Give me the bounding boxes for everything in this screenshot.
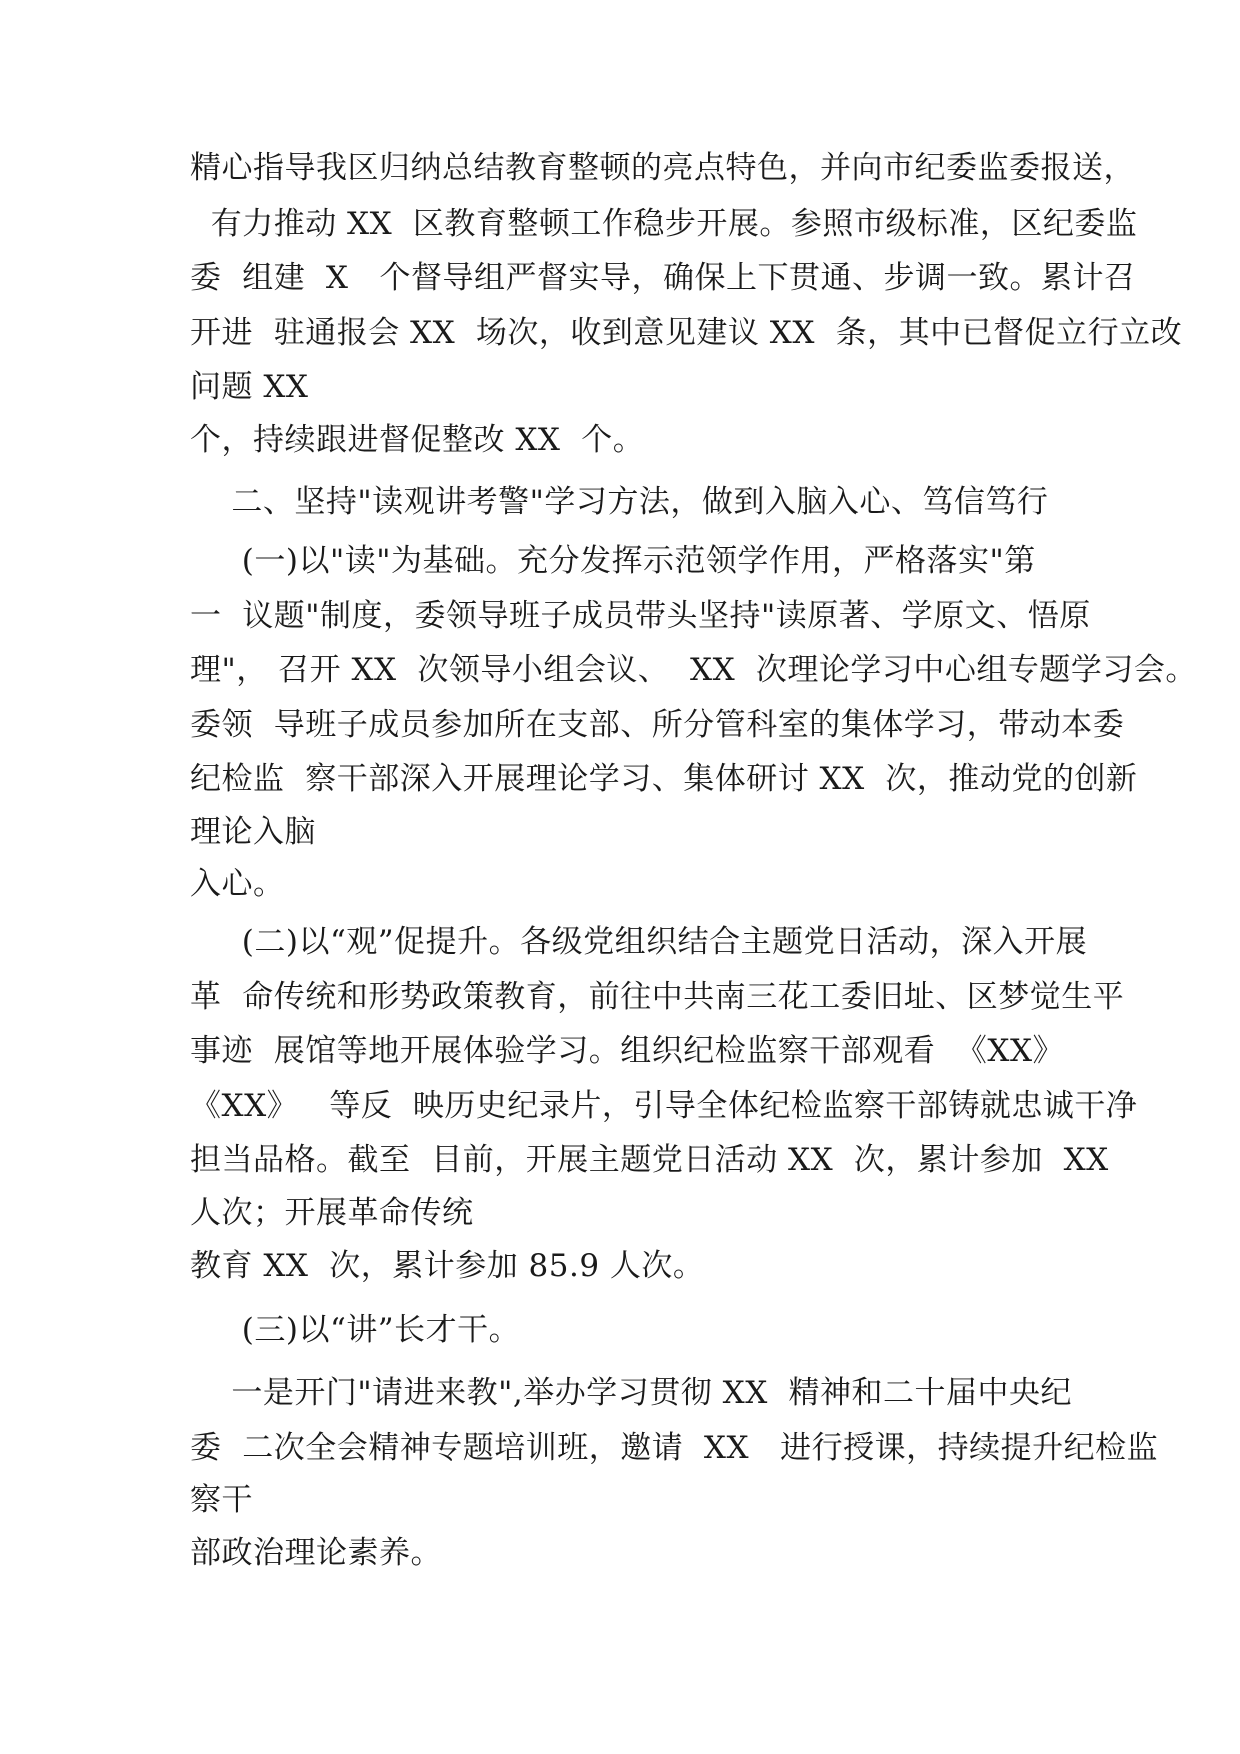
text-line: 问题 XX xyxy=(190,369,309,405)
text-line: 精心指导我区归纳总结教育整顿的亮点特色，并向市纪委监委报送， xyxy=(190,150,1135,186)
text-line: 人次；开展革命传统 xyxy=(190,1195,474,1231)
text-line: 有力推动 XX 区教育整顿工作稳步开展。参照市级标准，区纪委监 xyxy=(190,206,1138,242)
text-line: 理论入脑 xyxy=(190,814,316,850)
text-line: 担当品格。截至 目前，开展主题党日活动 XX 次，累计参加 XX xyxy=(190,1142,1109,1178)
text-line: (二)以“观”促提升。各级党组织结合主题党日活动，深入开展 xyxy=(190,924,1088,960)
text-line: 开进 驻通报会 XX 场次，收到意见建议 XX 条，其中已督促立行立改 xyxy=(190,315,1183,351)
section-heading: 二、坚持"读观讲考警"学习方法，做到入脑入心、笃信笃行 xyxy=(190,484,1049,520)
text-line: 部政治理论素养。 xyxy=(190,1535,442,1571)
text-line: 一 议题"制度，委领导班子成员带头坚持"读原著、学原文、悟原 xyxy=(190,598,1091,634)
text-line: 事迹 展馆等地开展体验学习。组织纪检监察干部观看 《XX》 xyxy=(190,1033,1065,1069)
text-line: 教育 XX 次，累计参加 85.9 人次。 xyxy=(190,1248,705,1284)
text-line: 一是开门"请进来教",举办学习贯彻 XX 精神和二十届中央纪 xyxy=(190,1375,1072,1411)
text-line: 《XX》 等反 映历史纪录片，引导全体纪检监察干部铸就忠诚干净 xyxy=(190,1088,1138,1124)
text-line: 察干 xyxy=(190,1482,253,1518)
text-line: 个，持续跟进督促整改 XX 个。 xyxy=(190,422,645,458)
text-line: 革 命传统和形势政策教育，前往中共南三花工委旧址、区梦觉生平 xyxy=(190,979,1125,1015)
text-line: 入心。 xyxy=(190,866,285,902)
text-line: 委领 导班子成员参加所在支部、所分管科室的集体学习，带动本委 xyxy=(190,707,1125,743)
text-line: 纪检监 察干部深入开展理论学习、集体研讨 XX 次，推动党的创新 xyxy=(190,761,1138,797)
text-line: (一)以"读"为基础。充分发挥示范领学作用，严格落实"第 xyxy=(190,543,1036,579)
text-line: 理"， 召开 XX 次领导小组会议、 XX 次理论学习中心组专题学习会。 xyxy=(190,652,1197,688)
section-heading: (三)以“讲”长才干。 xyxy=(190,1312,521,1348)
text-line: 委 二次全会精神专题培训班，邀请 XX 进行授课，持续提升纪检监 xyxy=(190,1430,1159,1466)
text-line: 委 组建 X 个督导组严督实导，确保上下贯通、步调一致。累计召 xyxy=(190,260,1136,296)
